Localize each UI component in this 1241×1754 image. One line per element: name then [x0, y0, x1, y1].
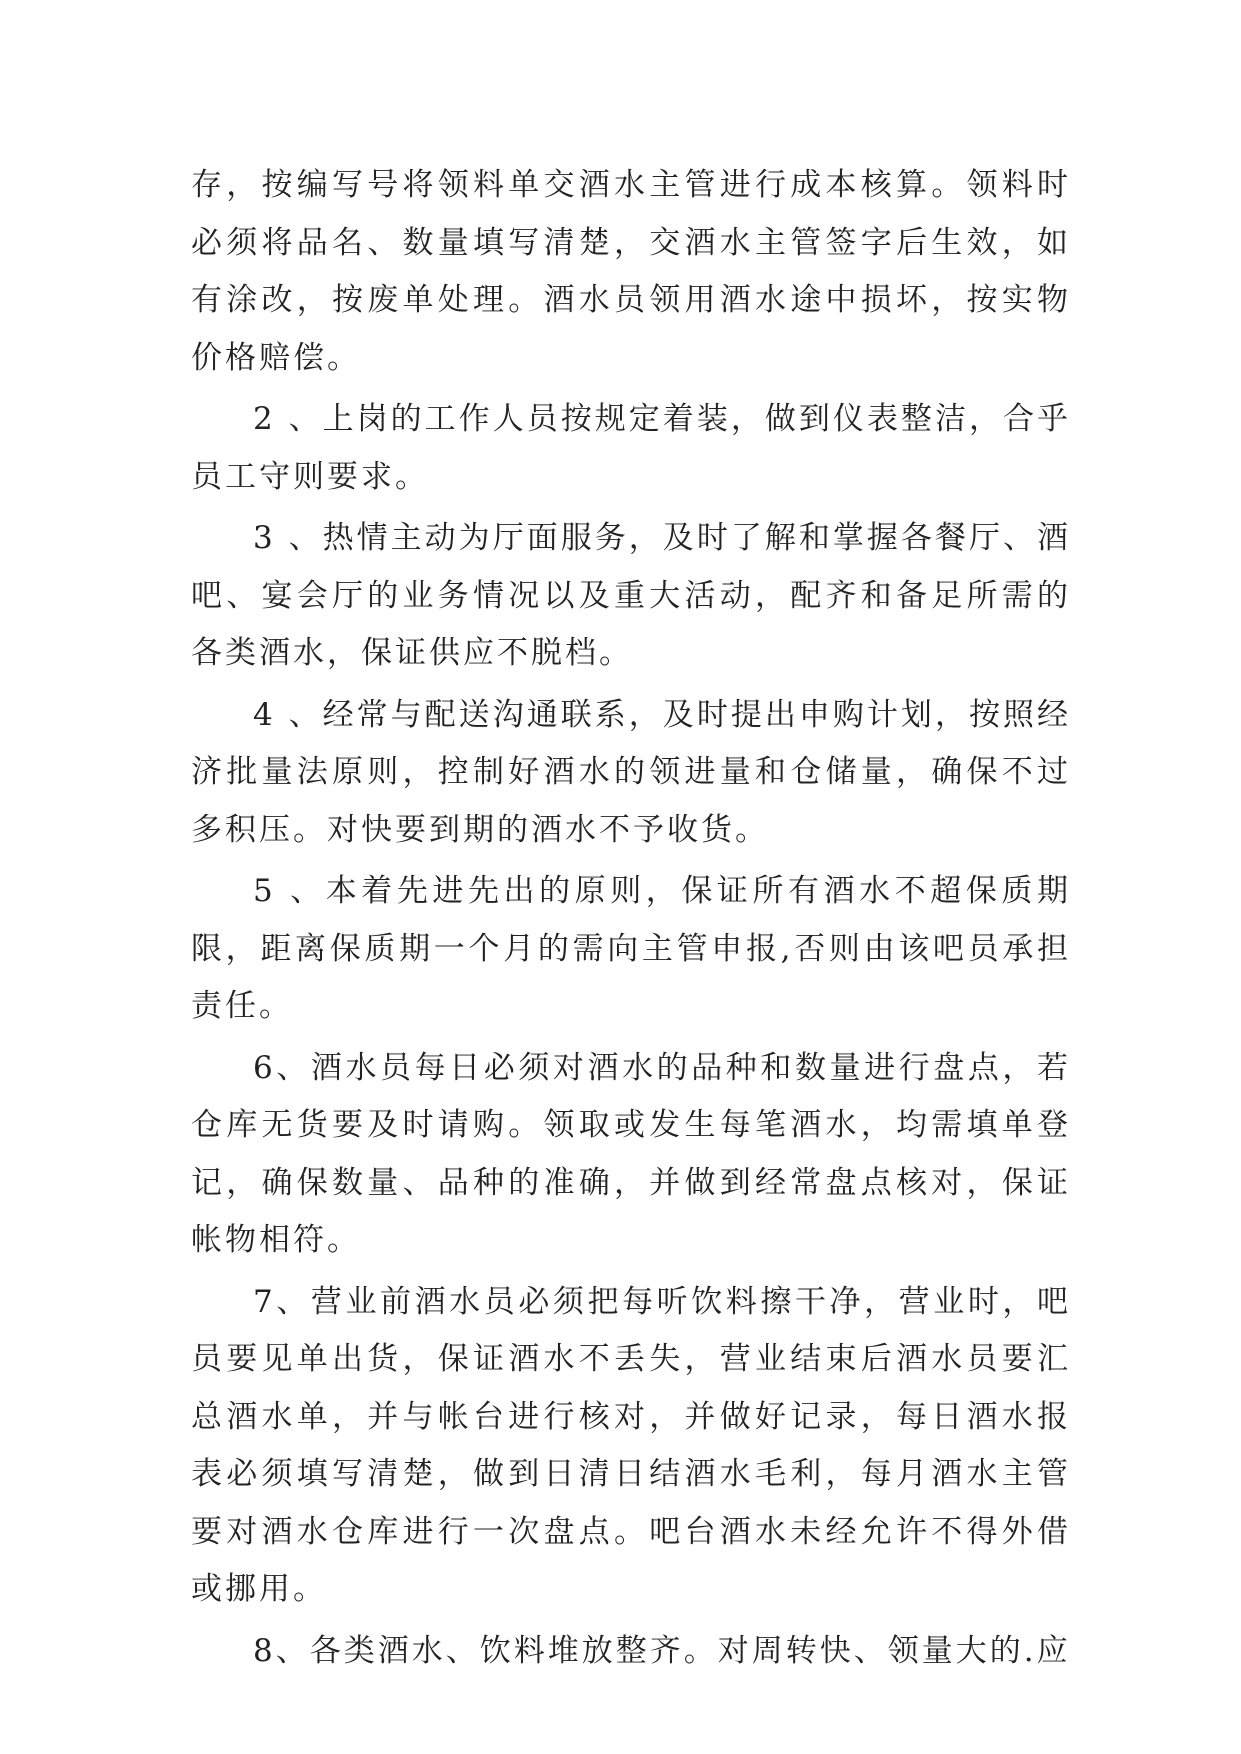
- paragraph-item-8: 8、各类酒水、饮料堆放整齐。对周转快、领量大的.应: [253, 1632, 1071, 1669]
- paragraph-item-4: 4 、经常与配送沟通联系，及时提出申购计划，按照经济批量法原则，控制好酒水的领进量和仓储量，确保不过多积压。对快要到期的酒水不予收货。: [191, 696, 1071, 848]
- document-body: [191, 157, 1071, 1680]
- paragraph-item-2: 2 、上岗的工作人员按规定着装，做到仪表整洁，合乎员工守则要求。: [191, 401, 1071, 495]
- paragraph-continuation: 存，按编写号将领料单交酒水主管进行成本核算。领料时必须将品名、数量填写清楚，交酒水主管签字后生效，如有涂改，按废单处理。酒水员领用酒水途中损坏，按实物价格赔偿。: [191, 167, 1071, 376]
- paragraph-item-5: 5 、本着先进先出的原则，保证所有酒水不超保质期限，距离保质期一个月的需向主管申报,否则由该吧员承担责任。: [191, 873, 1071, 1024]
- paragraph-item-6: 6、酒水员每日必须对酒水的品种和数量进行盘点，若仓库无货要及时请购。领取或发生每笔酒水，均需填单登记，确保数量、品种的准确，并做到经常盘点核对，保证帐物相符。: [191, 1049, 1071, 1258]
- paragraph-item-7: 7、营业前酒水员必须把每听饮料擦干净，营业时，吧员要见单出货，保证酒水不丢失，营业结束后酒水员要汇总酒水单，并与帐台进行核对，并做好记录，每日酒水报表必须填写清楚，做到日清日结酒水毛利，每月酒水主管要对酒水仓库进行一次盘点。吧台酒水未经允许不得外借或挪用。: [191, 1283, 1071, 1607]
- paragraph-item-3: 3 、热情主动为厅面服务，及时了解和掌握各餐厅、酒吧、宴会厅的业务情况以及重大活动，配齐和备足所需的各类酒水，保证供应不脱档。: [191, 520, 1071, 671]
